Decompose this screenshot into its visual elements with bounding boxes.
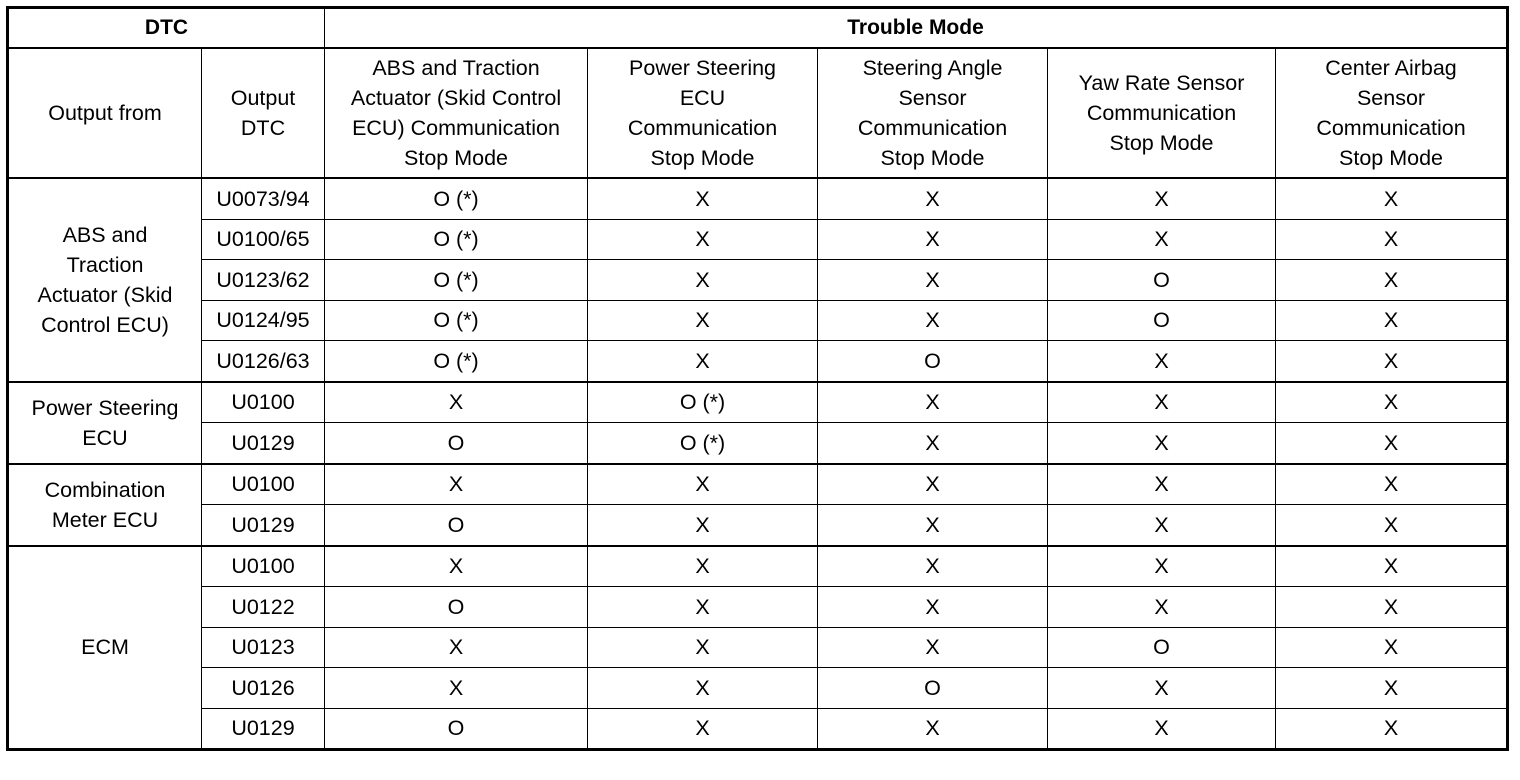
mode-cell: X (588, 708, 818, 750)
output-dtc-cell: U0126/63 (202, 341, 325, 382)
output-dtc-cell: U0100/65 (202, 219, 325, 260)
mode-cell: X (818, 464, 1048, 505)
output-dtc-header: Output DTC (202, 48, 325, 178)
table-row (8, 382, 1508, 423)
mode-cell: O (*) (588, 382, 818, 423)
mode-cell: X (325, 668, 588, 709)
output-dtc-cell: U0100 (202, 546, 325, 587)
mode-cell: X (588, 668, 818, 709)
header-row-sub (8, 48, 1508, 178)
output-dtc-cell: U0073/94 (202, 178, 325, 219)
mode-cell: X (1048, 464, 1276, 505)
table-row (8, 260, 1508, 301)
mode-cell: X (818, 382, 1048, 423)
mode-cell: X (1048, 423, 1276, 464)
mode-cell: O (818, 341, 1048, 382)
mode-cell: X (588, 178, 818, 219)
mode-cell: X (818, 423, 1048, 464)
mode-cell: X (588, 219, 818, 260)
output-from-cell: Combination Meter ECU (8, 464, 202, 546)
mode-cell: X (588, 546, 818, 587)
output-from-cell: ABS and Traction Actuator (Skid Control ECU) (8, 178, 202, 382)
mode-cell: X (1276, 505, 1508, 546)
mode-cell: X (1276, 219, 1508, 260)
mode-cell: X (818, 178, 1048, 219)
mode-cell: X (588, 464, 818, 505)
mode-cell: O (1048, 627, 1276, 668)
mode-cell: X (1048, 178, 1276, 219)
output-from-cell: ECM (8, 546, 202, 750)
mode-cell: X (325, 382, 588, 423)
mode-cell: X (1276, 668, 1508, 709)
table-row (8, 423, 1508, 464)
mode-cell: X (1276, 587, 1508, 628)
output-dtc-cell: U0100 (202, 464, 325, 505)
output-from-cell: Power Steering ECU (8, 382, 202, 464)
table-row (8, 505, 1508, 546)
dtc-trouble-mode-table (6, 6, 1509, 751)
mode-cell: X (818, 505, 1048, 546)
mode-cell: O (*) (325, 219, 588, 260)
mode-cell: X (818, 300, 1048, 341)
mode-cell: O (325, 708, 588, 750)
mode-cell: O (325, 423, 588, 464)
mode-cell: X (818, 260, 1048, 301)
mode-cell: O (*) (588, 423, 818, 464)
mode-cell: X (1276, 341, 1508, 382)
mode-cell: X (588, 260, 818, 301)
trouble-mode-header: Trouble Mode (325, 8, 1508, 49)
mode-cell: X (1048, 668, 1276, 709)
output-dtc-cell: U0122 (202, 587, 325, 628)
mode-cell: X (1048, 587, 1276, 628)
output-dtc-cell: U0123/62 (202, 260, 325, 301)
mode-cell: X (1276, 382, 1508, 423)
table-row (8, 668, 1508, 709)
mode-cell: X (1276, 260, 1508, 301)
mode-cell: O (818, 668, 1048, 709)
output-dtc-cell: U0126 (202, 668, 325, 709)
mode-cell: X (1276, 546, 1508, 587)
mode-cell: O (1048, 300, 1276, 341)
table-row (8, 464, 1508, 505)
mode-cell: X (1276, 300, 1508, 341)
mode-cell: X (588, 341, 818, 382)
mode-cell: X (1048, 546, 1276, 587)
table-row (8, 627, 1508, 668)
mode-header-yaw-rate: Yaw Rate Sensor Communication Stop Mode (1048, 48, 1276, 178)
mode-cell: O (*) (325, 341, 588, 382)
mode-cell: O (325, 505, 588, 546)
table-row (8, 341, 1508, 382)
table-row (8, 546, 1508, 587)
mode-cell: X (1276, 708, 1508, 750)
mode-cell: X (1048, 708, 1276, 750)
mode-cell: O (*) (325, 300, 588, 341)
table-row (8, 219, 1508, 260)
mode-cell: X (818, 587, 1048, 628)
mode-cell: X (588, 587, 818, 628)
header-row-top (8, 8, 1508, 49)
mode-cell: X (1048, 219, 1276, 260)
mode-header-power-steering: Power Steering ECU Communication Stop Mode (588, 48, 818, 178)
mode-header-center-airbag: Center Airbag Sensor Communication Stop Mode (1276, 48, 1508, 178)
mode-cell: X (588, 627, 818, 668)
output-dtc-cell: U0124/95 (202, 300, 325, 341)
output-dtc-cell: U0129 (202, 505, 325, 546)
mode-cell: X (1276, 464, 1508, 505)
output-dtc-cell: U0129 (202, 708, 325, 750)
mode-cell: O (*) (325, 178, 588, 219)
output-dtc-cell: U0129 (202, 423, 325, 464)
mode-cell: X (1276, 178, 1508, 219)
mode-cell: X (1048, 382, 1276, 423)
mode-cell: X (325, 546, 588, 587)
mode-cell: X (1048, 341, 1276, 382)
table-body (8, 178, 1508, 750)
mode-cell: X (818, 627, 1048, 668)
mode-cell: O (1048, 260, 1276, 301)
output-from-header: Output from (8, 48, 202, 178)
output-dtc-cell: U0123 (202, 627, 325, 668)
mode-cell: X (588, 300, 818, 341)
mode-cell: X (1276, 627, 1508, 668)
mode-cell: X (325, 464, 588, 505)
mode-header-steering-angle: Steering Angle Sensor Communication Stop Mode (818, 48, 1048, 178)
mode-cell: X (588, 505, 818, 546)
mode-cell: X (818, 546, 1048, 587)
table-row (8, 178, 1508, 219)
mode-cell: X (1276, 423, 1508, 464)
mode-cell: O (*) (325, 260, 588, 301)
mode-cell: X (818, 708, 1048, 750)
table-row (8, 300, 1508, 341)
mode-header-abs: ABS and Traction Actuator (Skid Control ECU) Communication Stop Mode (325, 48, 588, 178)
dtc-header: DTC (8, 8, 325, 49)
mode-cell: O (325, 587, 588, 628)
mode-cell: X (1048, 505, 1276, 546)
output-dtc-cell: U0100 (202, 382, 325, 423)
table-row (8, 587, 1508, 628)
mode-cell: X (325, 627, 588, 668)
table-row (8, 708, 1508, 750)
mode-cell: X (818, 219, 1048, 260)
